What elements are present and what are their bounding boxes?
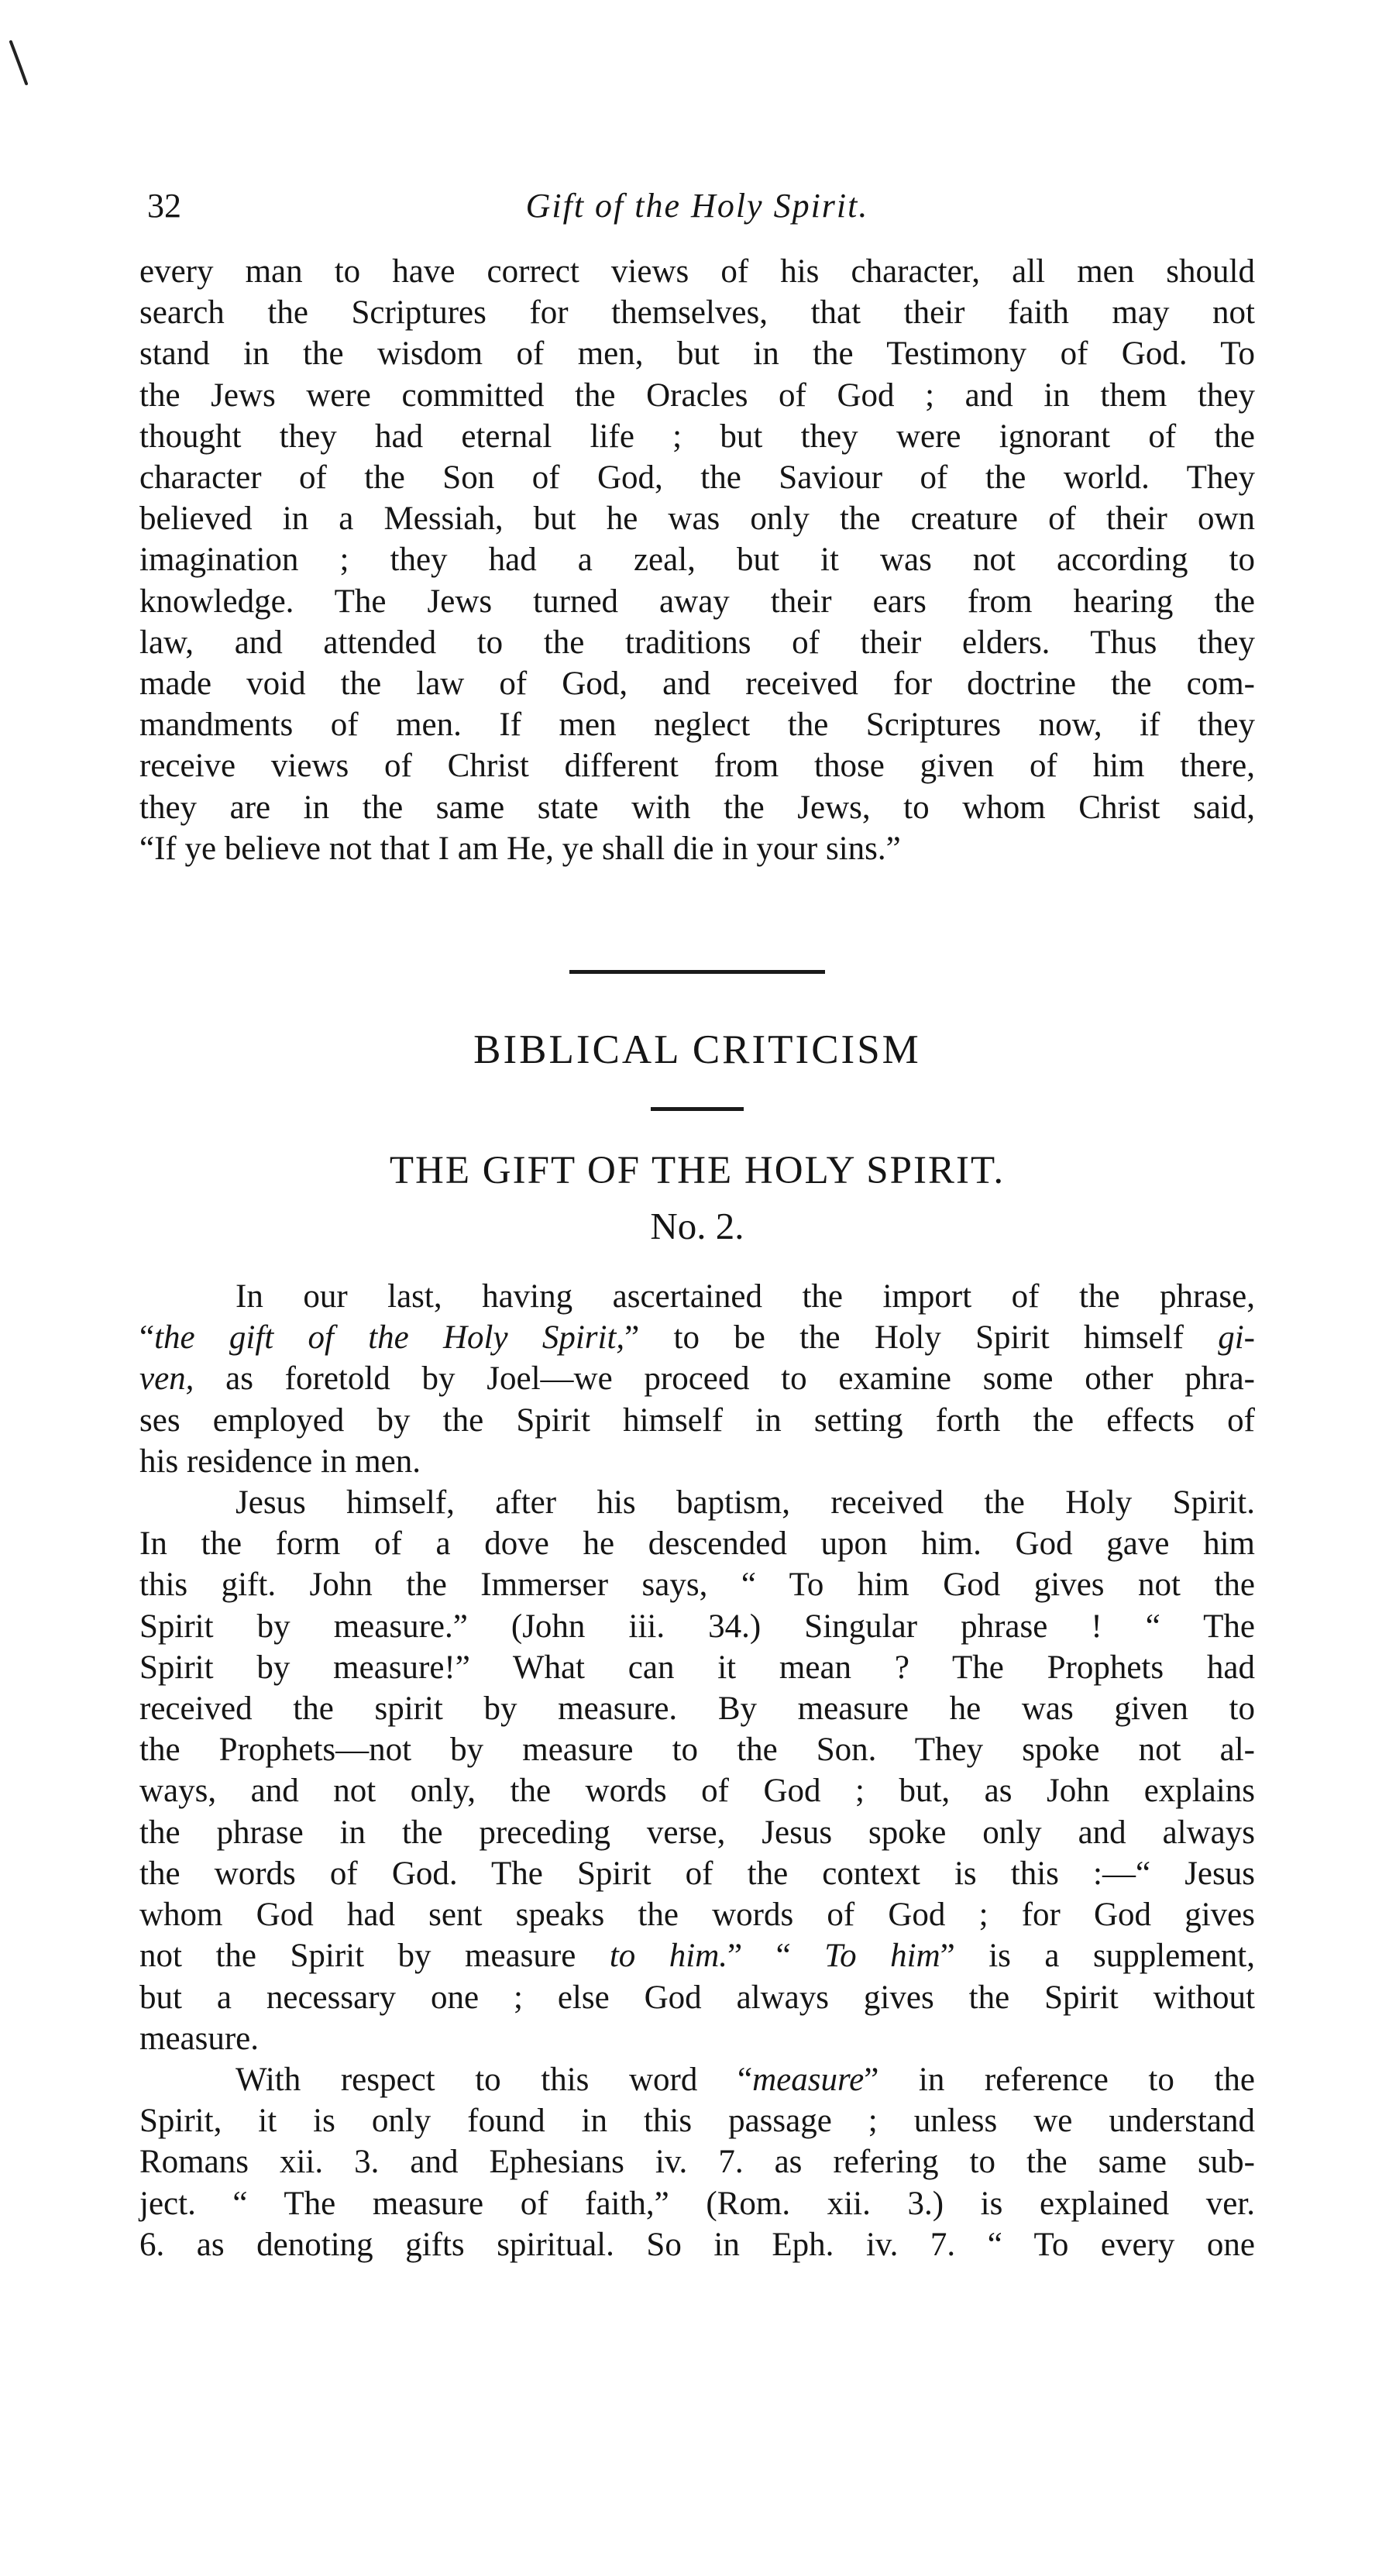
text-run: ” in reference to the bbox=[864, 2061, 1256, 2098]
text-line: they are in the same state with the Jews, to whom Christ said, bbox=[139, 789, 1255, 826]
italic-phrase: gi- bbox=[1218, 1319, 1255, 1357]
text-run: “ bbox=[139, 1319, 155, 1357]
text-line: law, and attended to the traditions of their elders. Thus they bbox=[139, 624, 1255, 661]
text-run: ” is a supplement, bbox=[940, 1938, 1255, 1975]
text-line: stand in the wisdom of men, but in the Testimony of God. To bbox=[139, 335, 1255, 373]
text-line: In the form of a dove he descended upon him. God gave him bbox=[139, 1525, 1255, 1563]
text-line: thought they had eternal life ; but they were ignorant of the bbox=[139, 418, 1255, 455]
stray-mark-icon bbox=[5, 39, 31, 90]
page-number: 32 bbox=[147, 187, 181, 225]
text-line: ses employed by the Spirit himself in setting forth the effects of bbox=[139, 1401, 1255, 1439]
text-line: believed in a Messiah, but he was only the creature of their own bbox=[139, 500, 1255, 538]
text-line: knowledge. The Jews turned away their ears from hearing the bbox=[139, 583, 1255, 620]
text-line: the Jews were committed the Oracles of God ; and in them they bbox=[139, 377, 1255, 414]
text-line: the phrase in the preceding verse, Jesus spoke only and always bbox=[139, 1814, 1255, 1851]
text-run: ” to be the Holy Spirit himself bbox=[624, 1319, 1219, 1357]
text-line: measure. bbox=[139, 2020, 260, 2057]
text-line: this gift. John the Immerser says, “ To him God gives not the bbox=[139, 1567, 1255, 1604]
section-divider bbox=[569, 970, 825, 974]
text-line: ject. “ The measure of faith,” (Rom. xii. 3.) is explained ver. bbox=[139, 2185, 1255, 2222]
text-run: not the Spirit by measure bbox=[139, 1938, 610, 1975]
text-line: 6. as denoting gifts spiritual. So in Eph. iv. 7. “ To every one bbox=[139, 2226, 1255, 2263]
running-head bbox=[139, 178, 1255, 232]
article-number: No. 2. bbox=[650, 1205, 744, 1248]
book-page bbox=[139, 178, 1255, 2265]
running-title: Gift of the Holy Spirit. bbox=[525, 187, 869, 225]
italic-phrase: To him bbox=[824, 1938, 940, 1975]
italic-phrase: ven, bbox=[139, 1360, 194, 1398]
text-line: but a necessary one ; else God always gives the Spirit without bbox=[139, 1979, 1255, 2016]
article-paragraph bbox=[139, 1482, 1255, 2059]
text-line: Spirit by measure.” (John iii. 34.) Singular phrase ! “ The bbox=[139, 1608, 1255, 1645]
text-line: the words of God. The Spirit of the context is this :—“ Jesus bbox=[139, 1855, 1255, 1892]
text-run: as foretold by Joel—we proceed to examine some other phra- bbox=[194, 1360, 1255, 1398]
article-paragraph bbox=[139, 1276, 1255, 1482]
text-line: his residence in men. bbox=[139, 1443, 421, 1480]
text-line: ways, and not only, the words of God ; but, as John explains bbox=[139, 1773, 1255, 1810]
text-line: character of the Son of God, the Saviour of the world. They bbox=[139, 459, 1255, 497]
heading-divider bbox=[651, 1107, 744, 1111]
text-line: made void the law of God, and received for doctrine the com- bbox=[139, 665, 1255, 703]
text-run: With respect to this word “ bbox=[236, 2061, 753, 2098]
text-line bbox=[139, 2059, 1255, 2100]
text-line: receive views of Christ different from those given of him there, bbox=[139, 748, 1255, 785]
text-line: Jesus himself, after his baptism, received the Holy Spirit. bbox=[236, 1484, 1255, 1522]
text-line: mandments of men. If men neglect the Scriptures now, if they bbox=[139, 707, 1255, 744]
italic-phrase: the gift of the Holy Spirit, bbox=[154, 1319, 625, 1357]
text-line: Spirit, it is only found in this passage ; unless we understand bbox=[139, 2103, 1255, 2140]
text-line: whom God had sent speaks the words of God ; for God gives bbox=[139, 1897, 1255, 1934]
text-line: “If ye believe not that I am He, ye shall die in your sins.” bbox=[139, 830, 901, 867]
text-run: ” “ bbox=[727, 1938, 825, 1975]
text-line: imagination ; they had a zeal, but it was not according to bbox=[139, 542, 1255, 579]
text-line: Romans xii. 3. and Ephesians iv. 7. as refering to the same sub- bbox=[139, 2144, 1255, 2181]
article-title: THE GIFT OF THE HOLY SPIRIT. bbox=[389, 1149, 1006, 1193]
section-heading: BIBLICAL CRITICISM bbox=[473, 1027, 921, 1073]
article-paragraph bbox=[139, 2059, 1255, 2265]
text-line: Spirit by measure!” What can it mean ? The Prophets had bbox=[139, 1649, 1255, 1686]
text-line: every man to have correct views of his character, all men should bbox=[139, 253, 1255, 290]
italic-phrase: to him. bbox=[609, 1938, 728, 1975]
article-body bbox=[139, 1276, 1255, 2265]
text-line bbox=[139, 1358, 1255, 1399]
text-line: received the spirit by measure. By measure he was given to bbox=[139, 1690, 1255, 1728]
text-line bbox=[139, 1935, 1255, 1976]
text-line: the Prophets—not by measure to the Son. They spoke not al- bbox=[139, 1732, 1255, 1769]
intro-paragraph bbox=[139, 251, 1255, 869]
text-line: search the Scriptures for themselves, that their faith may not bbox=[139, 294, 1255, 332]
italic-phrase: measure bbox=[752, 2061, 865, 2098]
text-line bbox=[139, 1317, 1255, 1358]
text-line: In our last, having ascertained the import of the phrase, bbox=[236, 1278, 1255, 1316]
